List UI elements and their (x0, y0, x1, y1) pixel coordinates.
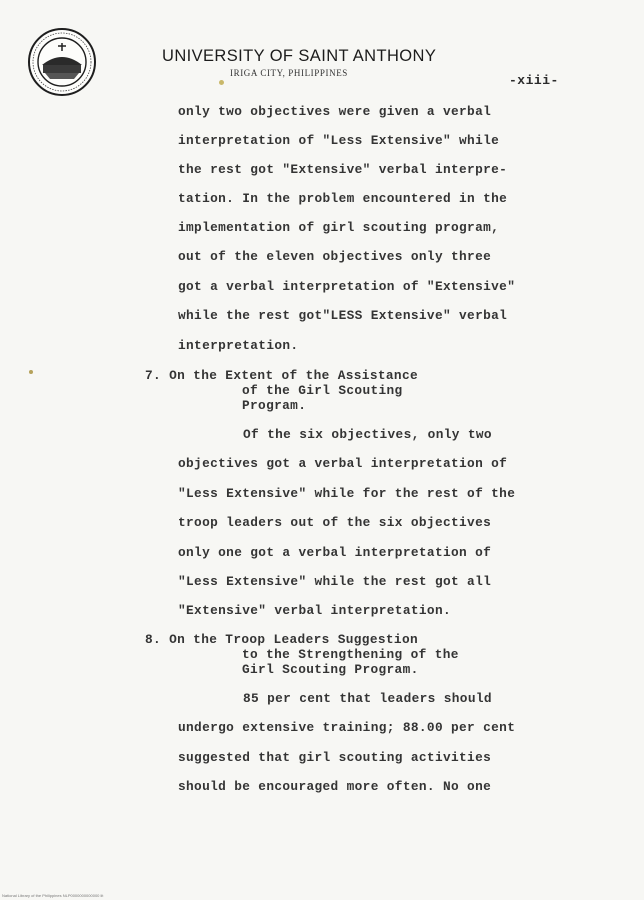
body-line: "Less Extensive" while the rest got all (178, 574, 492, 589)
body-line: interpretation of "Less Extensive" while (178, 133, 500, 148)
body-line: out of the eleven objectives only three (178, 249, 492, 264)
body-line: "Extensive" verbal interpretation. (178, 603, 451, 618)
body-line: the rest got "Extensive" verbal interpre- (178, 162, 508, 177)
section-heading-7: Program. (242, 398, 307, 413)
body-line: suggested that girl scouting activities (178, 750, 492, 765)
section-heading-8: 8. On the Troop Leaders Suggestion (145, 632, 418, 647)
body-line: should be encouraged more often. No one (178, 779, 492, 794)
page-number: -xiii- (509, 73, 559, 88)
body-line: implementation of girl scouting program, (178, 220, 500, 235)
section-heading-7: of the Girl Scouting (242, 383, 403, 398)
body-line: "Less Extensive" while for the rest of the (178, 486, 516, 501)
section-heading-8: to the Strengthening of the (242, 647, 459, 662)
section-heading-8: Girl Scouting Program. (242, 662, 419, 677)
body-line: only two objectives were given a verbal (178, 104, 492, 119)
section-heading-7: 7. On the Extent of the Assistance (145, 368, 418, 383)
body-line: undergo extensive training; 88.00 per cent (178, 720, 516, 735)
body-line: troop leaders out of the six objectives (178, 515, 492, 530)
footer-watermark: National Library of the Philippines NLP0000000000000 lit (2, 893, 104, 898)
body-line: objectives got a verbal interpretation of (178, 456, 508, 471)
body-line: interpretation. (178, 338, 299, 353)
university-city: IRIGA CITY, PHILIPPINES (230, 68, 348, 78)
body-line: only one got a verbal interpretation of (178, 545, 492, 560)
stain-mark (29, 370, 33, 374)
letterhead (162, 47, 462, 78)
body-line: got a verbal interpretation of "Extensive" (178, 279, 516, 294)
body-line: Of the six objectives, only two (243, 427, 492, 442)
university-name: UNIVERSITY OF SAINT ANTHONY (162, 47, 437, 65)
body-line: tation. In the problem encountered in the (178, 191, 508, 206)
body-line: 85 per cent that leaders should (243, 691, 492, 706)
stain-mark (219, 80, 224, 85)
university-seal-icon (27, 27, 97, 97)
body-line: while the rest got"LESS Extensive" verbal (178, 308, 508, 323)
